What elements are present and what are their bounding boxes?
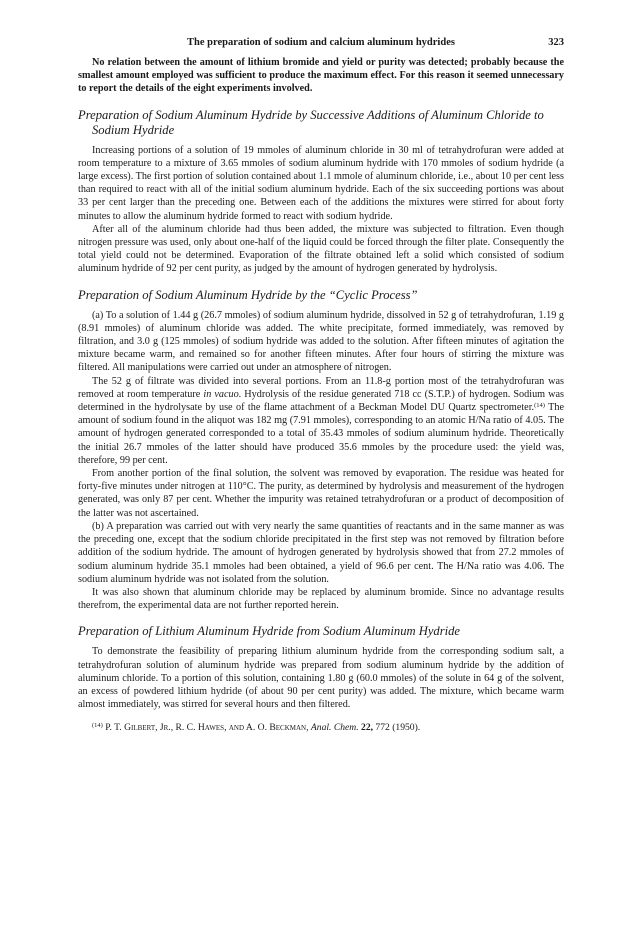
body-paragraph: (b) A preparation was carried out with very nearly the same quantities of reactants and in the same manner as was the preceding one, except that the sodium chloride precipitated in the first step was not removed by filtration before addition of the sodium hydride. The amount of hydrogen generated by hydrolysis showed that from 27.2 mmoles of sodium aluminum hydride 35.1 mmoles had been obtained, a yield of 96.6 per cent. The H/Na ratio was 4.06. The sodium aluminum hydride was not isolated from the solution. — [78, 520, 564, 585]
text-run: The 52 g of filtrate was divided into several portions. From an 11.8-g portion most of the tetrahydrofuran was removed at room temperature — [78, 375, 564, 400]
reference-marker: (14) — [534, 402, 545, 410]
section-heading-successive-additions: Preparation of Sodium Aluminum Hydride by Successive Additions of Aluminum Chloride to Sodium Hydride — [78, 107, 544, 137]
body-paragraph: (a) To a solution of 1.44 g (26.7 mmoles) of sodium aluminum hydride, dissolved in 52 g of tetrahydrofuran, 1.19 g (8.91 mmoles) of aluminum chloride was added. The white precipitate, formed immediately, was removed by filtration, and 3.0 g (125 mmoles) of sodium hydride was added to the solution. After fifteen minutes of agitation the mixture became warm, and remained so for another fifteen minutes. After four hours of stirring the mixture was filtered. All manipulations were carried out under an atmosphere of nitrogen. — [78, 309, 564, 374]
footnote — [78, 721, 564, 734]
footnote-journal: Anal. Chem. — [310, 722, 359, 734]
page-number: 323 — [548, 37, 564, 48]
section-heading-cyclic-process: Preparation of Sodium Aluminum Hydride by the “Cyclic Process” — [78, 287, 418, 302]
text-run: . Hydrolysis of the residue generated 718 cc (S.T.P.) of hydrogen. Sodium was determined in the hydrolysate by use of the flame attachment of a Beckman Model DU Quartz spectrometer. — [78, 388, 564, 414]
body-paragraph: From another portion of the final solution, the solvent was removed by evaporation. The residue was heated for forty-five minutes under nitrogen at 110°C. The purity, as determined by hydrolysis and measurement of the hydrogen generated, was only 87 per cent. Whether the impurity was retained tetrahydrofuran or a product of decomposition of the latter was not ascertained. — [78, 468, 564, 519]
text-run: The amount of sodium found in the aliquot was 182 mg (7.91 mmoles), corresponding to an atomic H/Na ratio of 4.05. The amount of hydrogen generated corresponded to a total of 35.43 mmoles of sodium aluminum hydride. Theoretically the initial 26.7 mmoles of the latter should have produced 35.6 mmoles by the procedure used: the yield was, therefore, 99 per cent. — [78, 402, 565, 466]
intro-paragraph: No relation between the amount of lithium bromide and yield or purity was detected; probably because the smallest amount employed was sufficient to produce the maximum effect. For this reason it seemed unnecessary to report the details of the eight experiments involved. — [78, 57, 564, 95]
section-heading-lithium-aluminum-hydride: Preparation of Lithium Aluminum Hydride from Sodium Aluminum Hydride — [78, 624, 460, 639]
body-paragraph: It was also shown that aluminum chloride may be replaced by aluminum bromide. Since no advantage results therefrom, the experimental data are not further reported herein. — [78, 586, 564, 612]
footnote-authors: P. T. Gilbert, Jr., R. C. Hawes, and A. O. Beckman, — [105, 722, 309, 734]
footnote-pages: 772 (1950). — [375, 722, 421, 734]
running-title: The preparation of sodium and calcium aluminum hydrides — [187, 37, 455, 48]
page — [78, 36, 564, 735]
footnote-volume: 22, — [361, 722, 374, 734]
body-paragraph — [78, 375, 564, 467]
body-paragraph: Increasing portions of a solution of 19 mmoles of aluminum chloride in 30 ml of tetrahydrofuran were added at room temperature to a mixture of 3.65 mmoles of sodium aluminum hydride with 170 mmoles of sodium hydride (a large excess). The first portion of solution contained about 1.1 mmole of aluminum chloride, i.e., about 10 per cent less than required to react with all of the initial sodium aluminum hydride. Each of the six succeeding portions was about 33 per cent larger than the preceding one. Between each of the additions the mixtures were stirred for about forty minutes to allow the aluminum hydride formed to react with sodium hydride. — [78, 144, 564, 222]
body-paragraph: After all of the aluminum chloride had thus been added, the mixture was subjected to filtration. Even though nitrogen pressure was used, only about one-half of the liquid could be forced through the filter plate. Consequently the total yield could not be determined. Evaporation of the filtrate obtained left a solid which consisted of sodium aluminum hydride of 92 per cent purity, as judged by the amount of hydrogen generated by hydrolysis. — [78, 223, 564, 275]
footnote-marker: (14) — [92, 722, 103, 730]
italic-term: in vacuo — [203, 388, 239, 400]
body-paragraph: To demonstrate the feasibility of preparing lithium aluminum hydride from the corresponding sodium salt, a tetrahydrofuran solution of aluminum hydride was prepared from sodium aluminum hydride by the addition of aluminum chloride. To a portion of this solution, containing 1.80 g (60.0 mmoles) of the solute in 64 g of the solvent, an excess of powdered lithium hydride (of about 90 per cent purity) was added. The mixture, which became warm almost immediately, was stirred for several hours and then filtered. — [78, 646, 564, 711]
running-head — [78, 36, 564, 56]
